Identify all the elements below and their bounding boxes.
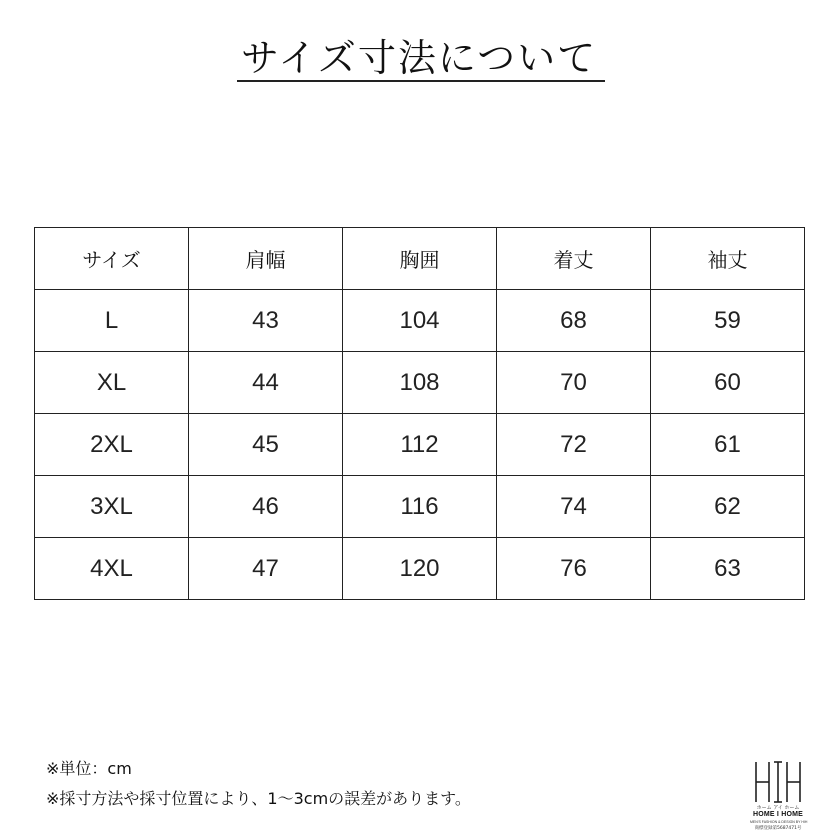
cell-shoulder-width: 43 bbox=[189, 290, 343, 352]
cell-length: 74 bbox=[497, 476, 651, 538]
table-row bbox=[35, 352, 805, 414]
cell-size: XL bbox=[35, 352, 189, 414]
cell-sleeve-length: 63 bbox=[651, 538, 805, 600]
cell-size: 4XL bbox=[35, 538, 189, 600]
header-length: 着丈 bbox=[497, 228, 651, 290]
cell-sleeve-length: 62 bbox=[651, 476, 805, 538]
unit-note: ※単位：cm bbox=[46, 759, 132, 778]
header-sleeve-length: 袖丈 bbox=[651, 228, 805, 290]
logo-tagline: MEN'S FASHION & DESIGN BY HIH bbox=[750, 820, 808, 824]
table-row bbox=[35, 476, 805, 538]
cell-size: L bbox=[35, 290, 189, 352]
cell-size: 2XL bbox=[35, 414, 189, 476]
cell-shoulder-width: 46 bbox=[189, 476, 343, 538]
cell-sleeve-length: 59 bbox=[651, 290, 805, 352]
brand-logo bbox=[750, 760, 806, 832]
logo-name: HOME I HOME bbox=[752, 811, 804, 818]
cell-sleeve-length: 61 bbox=[651, 414, 805, 476]
notes bbox=[46, 754, 471, 814]
header-size: サイズ bbox=[35, 228, 189, 290]
disclaimer-note: ※採寸方法や採寸位置により、1～3cmの誤差があります。 bbox=[46, 789, 471, 808]
logo-kana: ホーム アイ ホーム bbox=[756, 805, 800, 811]
cell-shoulder-width: 47 bbox=[189, 538, 343, 600]
title-underline bbox=[237, 80, 605, 82]
cell-chest: 116 bbox=[343, 476, 497, 538]
cell-length: 76 bbox=[497, 538, 651, 600]
hih-monogram-icon bbox=[750, 760, 806, 804]
cell-length: 72 bbox=[497, 414, 651, 476]
cell-chest: 108 bbox=[343, 352, 497, 414]
header-chest: 胸囲 bbox=[343, 228, 497, 290]
cell-chest: 120 bbox=[343, 538, 497, 600]
cell-shoulder-width: 45 bbox=[189, 414, 343, 476]
table-row bbox=[35, 414, 805, 476]
cell-sleeve-length: 60 bbox=[651, 352, 805, 414]
table-row bbox=[35, 290, 805, 352]
cell-shoulder-width: 44 bbox=[189, 352, 343, 414]
table-header-row bbox=[35, 228, 805, 290]
header-shoulder-width: 肩幅 bbox=[189, 228, 343, 290]
size-table bbox=[34, 227, 805, 600]
cell-length: 68 bbox=[497, 290, 651, 352]
table-row bbox=[35, 538, 805, 600]
cell-size: 3XL bbox=[35, 476, 189, 538]
cell-length: 70 bbox=[497, 352, 651, 414]
cell-chest: 112 bbox=[343, 414, 497, 476]
cell-chest: 104 bbox=[343, 290, 497, 352]
page-title: サイズ寸法について bbox=[240, 36, 598, 80]
logo-registration: 商標登録第5687471号 bbox=[754, 826, 802, 831]
